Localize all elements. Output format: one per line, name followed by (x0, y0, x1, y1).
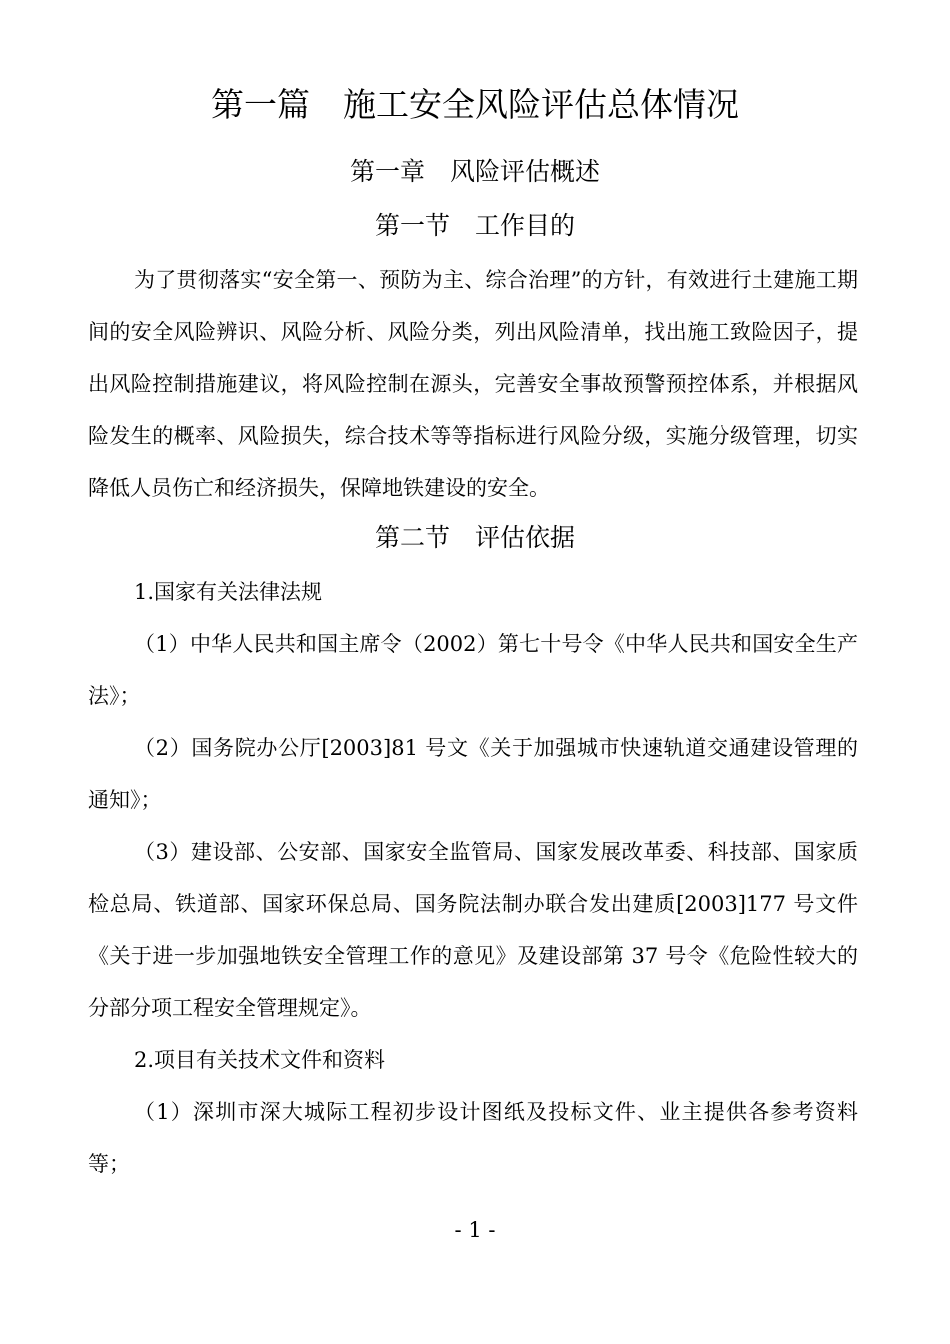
purpose-paragraph: 为了贯彻落实“安全第一、预防为主、综合治理”的方针，有效进行土建施工期间的安全风险辨识、风险分析、风险分类，列出风险清单，找出施工致险因子，提出风险控制措施建议，将风险控制在源头，完善安全事故预警预控体系，并根据风险发生的概率、风险损失，综合技术等等指标进行风险分级，实施分级管理，切实降低人员伤亡和经济损失，保障地铁建设的安全。 (88, 268, 858, 500)
section-title-purpose: 第一节 工作目的 (374, 211, 575, 240)
chapter-title: 第一章 风险评估概述 (349, 157, 600, 186)
basis-item-docs-heading: 2.项目有关技术文件和资料 (134, 1048, 386, 1072)
section-title-basis: 第二节 评估依据 (374, 523, 575, 552)
part-title: 第一篇 施工安全风险评估总体情况 (211, 85, 739, 124)
basis-item-laws-heading: 1.国家有关法律法规 (134, 580, 323, 604)
basis-item-law-2: （2）国务院办公厅[2003]81 号文《关于加强城市快速轨道交通建设管理的通知》； (88, 736, 858, 812)
basis-item-law-3: （3）建设部、公安部、国家安全监管局、国家发展改革委、科技部、国家质检总局、铁道部、国家环保总局、国务院法制办联合发出建质[2003]177 号文件《关于进一步加强地铁安全管理工作的意见》及建设部第 37 号令《危险性较大的分部分项工程安全管理规定》。 (88, 840, 858, 1020)
page-number: - 1 - (454, 1218, 496, 1242)
basis-item-law-1: （1）中华人民共和国主席令（2002）第七十号令《中华人民共和国安全生产法》； (88, 632, 858, 708)
basis-item-doc-1: （1）深圳市深大城际工程初步设计图纸及投标文件、业主提供各参考资料等； (88, 1100, 858, 1176)
